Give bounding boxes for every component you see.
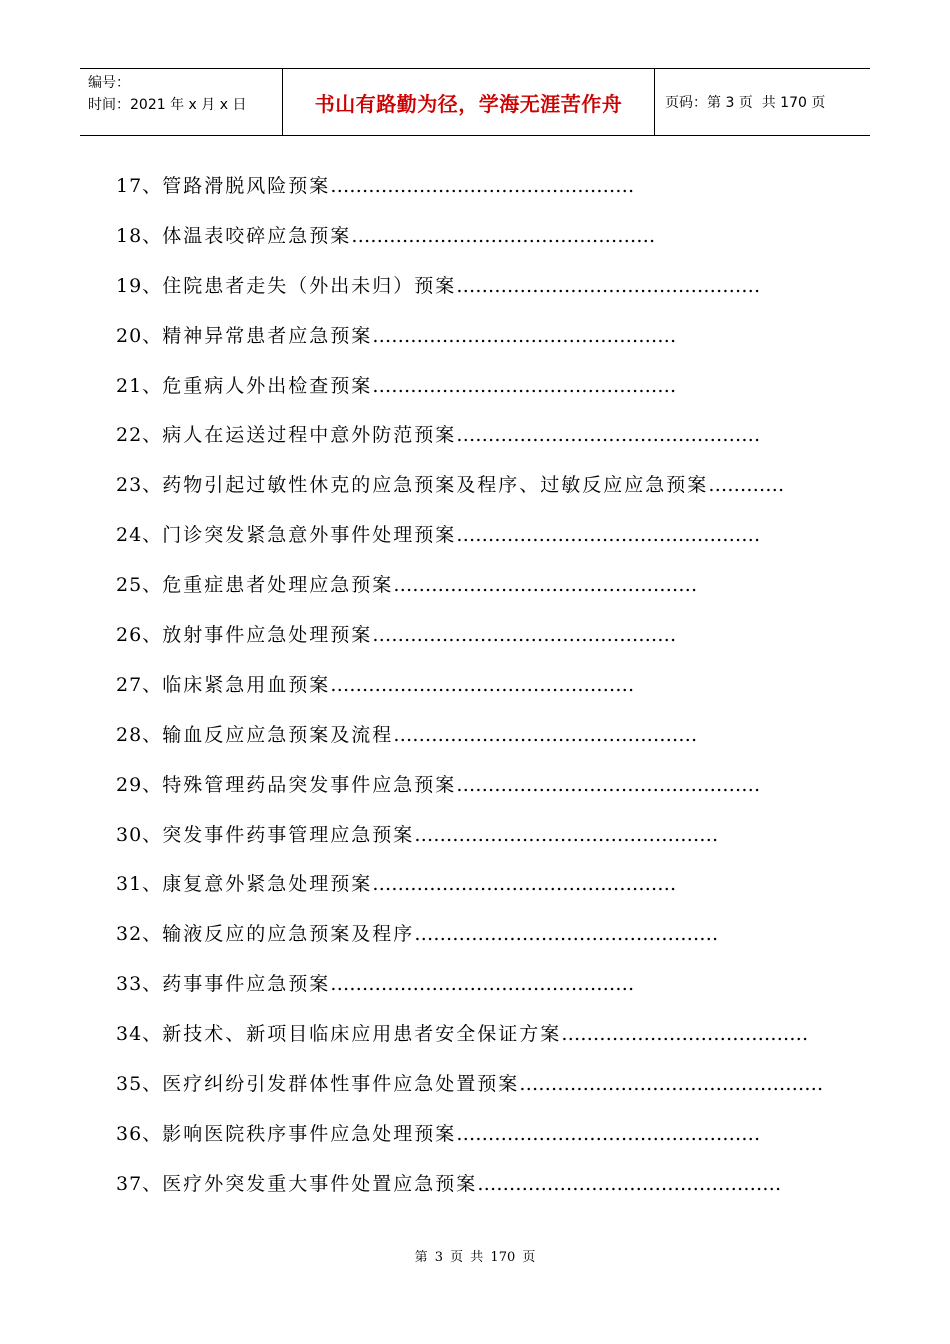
- toc-item-leader: …………………………………………: [372, 624, 677, 647]
- toc-item: [116, 417, 856, 467]
- toc-item: [116, 467, 856, 517]
- toc-item-number: 27、: [116, 673, 163, 696]
- toc-item-leader: …………………………………………: [393, 723, 698, 746]
- toc-item-leader: …………: [708, 474, 785, 497]
- toc-item-number: 36、: [116, 1122, 163, 1145]
- toc-item-title: 放射事件应急处理预案: [162, 624, 373, 647]
- toc-item-leader: …………………………………………: [456, 524, 761, 547]
- toc-item-leader: …………………………………………: [330, 175, 635, 197]
- toc-item-title: 特殊管理药品突发事件应急预案: [162, 773, 457, 796]
- toc-item-number: 24、: [116, 524, 163, 547]
- toc-item-title: 输血反应应急预案及流程: [162, 723, 394, 746]
- date-label: 时间：2021 年 x 月 x 日: [88, 97, 247, 113]
- toc-item-title: 药事事件应急预案: [162, 973, 331, 996]
- toc-item-title: 管路滑脱风险预案: [162, 175, 331, 197]
- toc-item-title: 体温表咬碎应急预案: [162, 224, 352, 247]
- toc-item: [116, 617, 856, 667]
- toc-item-number: 28、: [116, 723, 163, 746]
- toc-item: [116, 517, 856, 567]
- toc-item-number: 35、: [116, 1073, 163, 1096]
- toc-item-title: 危重症患者处理应急预案: [162, 574, 394, 597]
- toc-item-title: 药物引起过敏性休克的应急预案及程序、过敏反应应急预案: [162, 474, 709, 497]
- toc-item: [116, 966, 856, 1016]
- toc-item-leader: …………………………………………: [477, 1172, 782, 1195]
- toc-item-title: 临床紧急用血预案: [162, 673, 331, 696]
- toc-item-leader: …………………………………………: [414, 823, 719, 846]
- toc-item: [116, 1166, 856, 1216]
- toc-item-number: 37、: [116, 1172, 163, 1195]
- toc-item-leader: …………………………………………: [456, 1122, 761, 1145]
- toc-item-number: 30、: [116, 823, 163, 846]
- toc-item-number: 33、: [116, 973, 163, 996]
- toc-item-leader: …………………………………………: [456, 773, 761, 796]
- toc-item-number: 23、: [116, 474, 163, 497]
- toc-item-title: 危重病人外出检查预案: [162, 374, 373, 397]
- toc-item-leader: …………………………………………: [372, 873, 677, 896]
- toc-item: [116, 168, 856, 218]
- toc-item-title: 输液反应的应急预案及程序: [162, 923, 415, 946]
- header-meta: [80, 69, 283, 135]
- toc-item-number: 32、: [116, 923, 163, 946]
- toc-item-leader: …………………………………………: [330, 673, 635, 696]
- toc-item: [116, 567, 856, 617]
- toc-item: [116, 1016, 856, 1066]
- toc-item: [116, 817, 856, 867]
- toc-item: [116, 1066, 856, 1116]
- header-page-info: 页码：第 3 页 共 170 页: [665, 95, 826, 111]
- toc-item-title: 新技术、新项目临床应用患者安全保证方案: [162, 1023, 562, 1046]
- toc-item: [116, 268, 856, 318]
- code-label: 编号：: [88, 75, 130, 91]
- toc-item: [116, 916, 856, 966]
- toc-item-number: 31、: [116, 873, 163, 896]
- toc-item-title: 医疗外突发重大事件处置应急预案: [162, 1172, 478, 1195]
- toc-item-title: 影响医院秩序事件应急处理预案: [162, 1122, 457, 1145]
- toc-item-leader: …………………………………………: [414, 923, 719, 946]
- page-footer: 第 3 页 共 170 页: [414, 1250, 536, 1265]
- toc-item: [116, 1116, 856, 1166]
- toc-item-title: 康复意外紧急处理预案: [162, 873, 373, 896]
- toc-item: [116, 368, 856, 418]
- toc-item-number: 20、: [116, 324, 163, 347]
- toc-item-title: 病人在运送过程中意外防范预案: [162, 424, 457, 447]
- toc-item: [116, 667, 856, 717]
- toc-item-leader: …………………………………: [561, 1023, 809, 1046]
- page-header: [80, 68, 870, 136]
- toc-item-title: 精神异常患者应急预案: [162, 324, 373, 347]
- toc-item: [116, 218, 856, 268]
- toc-item-number: 21、: [116, 374, 163, 397]
- toc-item-number: 26、: [116, 624, 163, 647]
- toc-item-leader: …………………………………………: [330, 973, 635, 996]
- toc-item-number: 29、: [116, 773, 163, 796]
- toc-item-number: 19、: [116, 274, 163, 297]
- table-of-contents: [116, 168, 856, 1216]
- toc-item-number: 25、: [116, 574, 163, 597]
- toc-item-number: 18、: [116, 224, 163, 247]
- toc-item-title: 住院患者走失（外出未归）预案: [162, 274, 457, 297]
- toc-item-leader: …………………………………………: [372, 324, 677, 347]
- toc-item-leader: …………………………………………: [456, 424, 761, 447]
- toc-item-leader: …………………………………………: [456, 274, 761, 297]
- toc-item: [116, 717, 856, 767]
- toc-item-number: 22、: [116, 424, 163, 447]
- toc-item-title: 门诊突发紧急意外事件处理预案: [162, 524, 457, 547]
- toc-item-leader: …………………………………………: [519, 1073, 824, 1096]
- toc-item-leader: …………………………………………: [351, 224, 656, 247]
- header-motto: 书山有路勤为径，学海无涯苦作舟: [283, 69, 655, 135]
- toc-item: [116, 318, 856, 368]
- toc-item-title: 突发事件药事管理应急预案: [162, 823, 415, 846]
- toc-item-title: 医疗纠纷引发群体性事件应急处置预案: [162, 1073, 520, 1096]
- toc-item-number: 17、: [116, 175, 163, 197]
- toc-item-number: 34、: [116, 1023, 163, 1046]
- toc-item: [116, 767, 856, 817]
- toc-item: [116, 866, 856, 916]
- toc-item-leader: …………………………………………: [372, 374, 677, 397]
- toc-item-leader: …………………………………………: [393, 574, 698, 597]
